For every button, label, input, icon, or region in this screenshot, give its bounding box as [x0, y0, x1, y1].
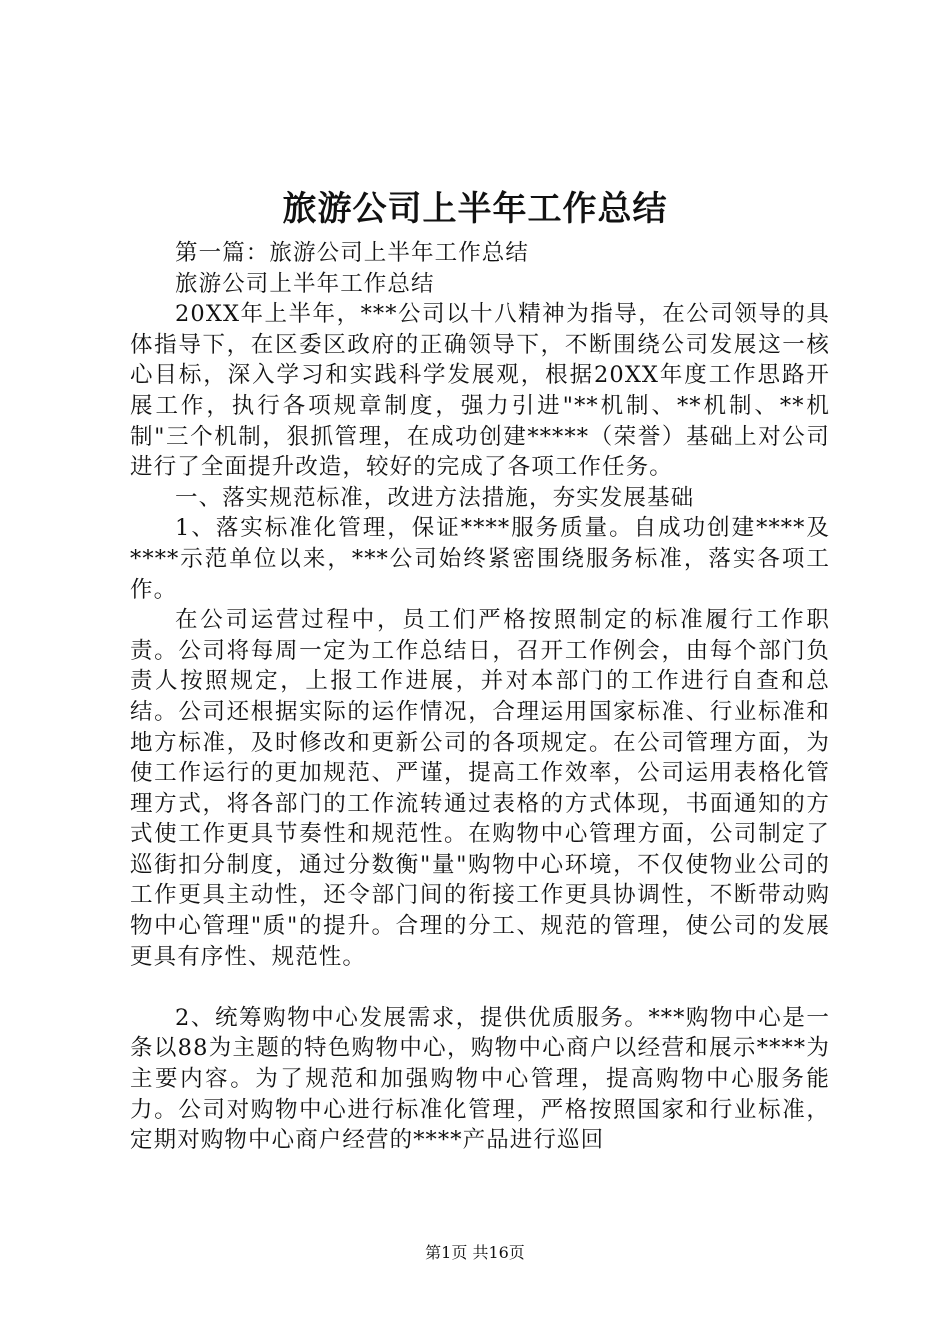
- document-title: 旅游公司上半年工作总结: [282, 189, 668, 229]
- paragraph-section-heading: 一、落实规范标准，改进方法措施，夯实发展基础: [175, 484, 695, 511]
- paragraph-item-1: 1、落实标准化管理，保证****服务质量。自成功创建****及****示范单位以来，***公司始终紧密围绕服务标准，落实各项工作。: [130, 515, 830, 603]
- paragraph-item-2: 2、统筹购物中心发展需求，提供优质服务。***购物中心是一条以88为主题的特色购物中心，购物中心商户以经营和展示****为主要内容。为了规范和加强购物中心管理，提高购物中心服务能力。公司对购物中心进行标准化管理，严格按照国家和行业标准，定期对购物中心商户经营的****产品进行巡回: [130, 1004, 830, 1154]
- document-body: [130, 238, 830, 1156]
- paragraph-intro: 20XX年上半年，***公司以十八精神为指导，在公司领导的具体指导下，在区委区政府的正确领导下，不断围绕公司发展这一核心目标，深入学习和实践科学发展观，根据20XX年度工作思路开展工作，执行各项规章制度，强力引进"**机制、**机制、**机制"三个机制，狠抓管理，在成功创建*****（荣誉）基础上对公司进行了全面提升改造，较好的完成了各项工作任务。: [130, 301, 830, 481]
- paragraph-subtitle: 旅游公司上半年工作总结: [175, 270, 435, 297]
- paragraph-management-details: 在公司运营过程中，员工们严格按照制定的标准履行工作职责。公司将每周一定为工作总结日，召开工作例会，由每个部门负责人按照规定，上报工作进展，并对本部门的工作进行自查和总结。公司还根据实际的运作情况，合理运用国家标准、行业标准和地方标准，及时修改和更新公司的各项规定。在公司管理方面，为使工作运行的更加规范、严谨，提高工作效率，公司运用表格化管理方式，将各部门的工作流转通过表格的方式体现，书面通知的方式使工作更具节奏性和规范性。在购物中心管理方面，公司制定了巡街扣分制度，通过分数衡"量"购物中心环境，不仅使物业公司的工作更具主动性，还令部门间的衔接工作更具协调性，不断带动购物中心管理"质"的提升。合理的分工、规范的管理，使公司的发展更具有序性、规范性。: [130, 607, 830, 970]
- paragraph-gap: [130, 972, 830, 1003]
- paragraph-chapter-heading: 第一篇：旅游公司上半年工作总结: [175, 240, 530, 266]
- page-footer: 第1页 共16页: [425, 1243, 525, 1262]
